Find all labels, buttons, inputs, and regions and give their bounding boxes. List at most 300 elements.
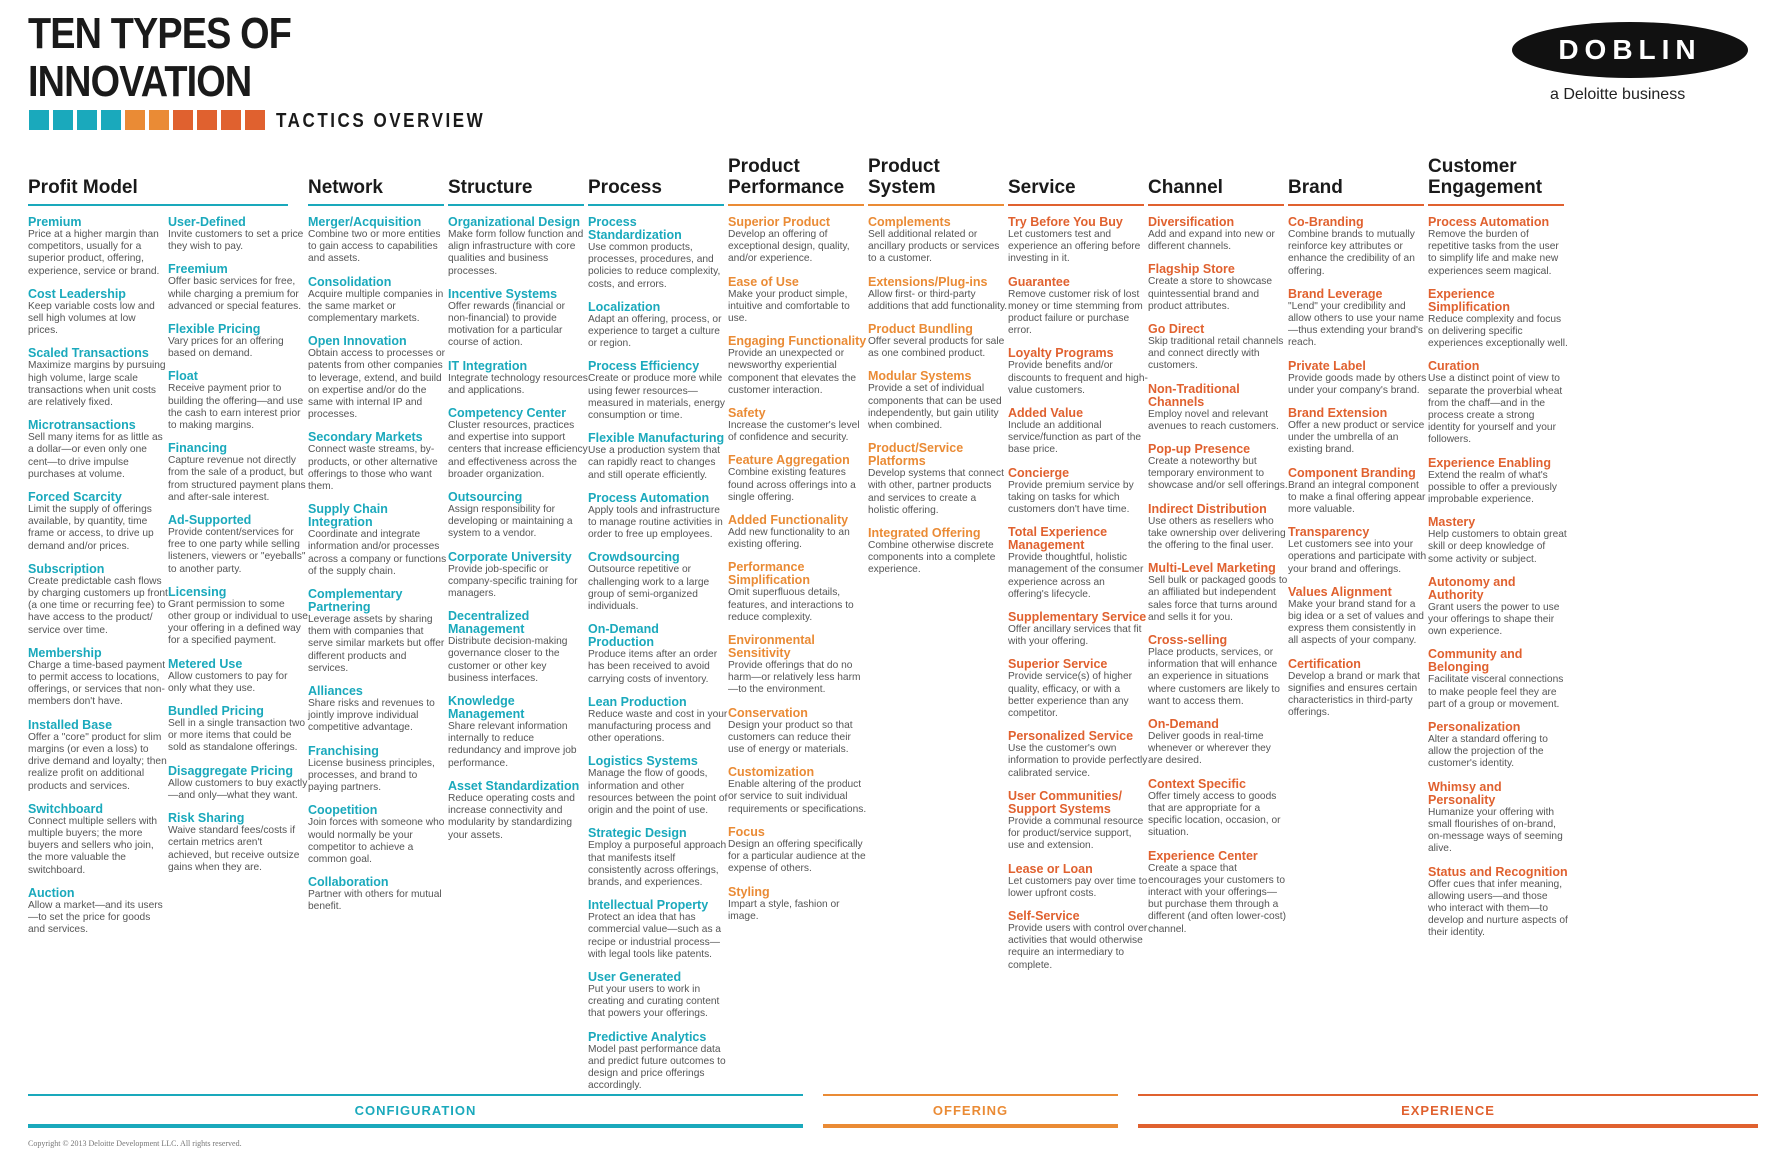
tactic-description: Employ novel and relevant avenues to reach customers.: [1148, 408, 1279, 432]
tactic-item: [28, 887, 168, 937]
tactic-name: Corporate University: [448, 549, 572, 564]
tactic-description: Coordinate and integrate information and/or processes across a company or functions of the supply chain.: [308, 529, 447, 577]
tactic-description: Offer a "core" product for slim margins (or even a loss) to drive demand and loyalty; then realize profit on additional products and services.: [28, 731, 167, 792]
tactic-item: [588, 899, 728, 961]
tactic-description: "Lend" your credibility and allow others to use your name—thus extending your brand's reach.: [1288, 300, 1424, 349]
column-heading: [1288, 150, 1428, 200]
tactic-description: Connect waste streams, by-products, or other alternative offerings to those who want them.: [308, 444, 438, 493]
tactic-item: [728, 561, 868, 624]
tactic-description: Create a space that encourages your customers to interact with your offerings—but purchase them through a different (and often lower-cost) channel.: [1148, 862, 1286, 935]
tactic-name: Cross-selling: [1148, 633, 1228, 648]
tactic-item: [1008, 910, 1148, 972]
tactic-description: Add and expand into new or different channels.: [1148, 229, 1275, 253]
tactic-item: [1008, 407, 1148, 457]
tactic-item: [1288, 407, 1428, 457]
tactic-name: Licensing: [168, 584, 227, 599]
tactic-name: Scaled Transactions: [28, 346, 149, 361]
column-customer-engagement: [1428, 150, 1568, 950]
tactic-item: [448, 610, 588, 685]
tactic-description: Combine existing features found across offerings into a single offering.: [728, 467, 856, 503]
tactic-name: Values Alignment: [1288, 584, 1392, 599]
tactic-name: Auction: [28, 885, 75, 900]
tactic-name: Predictive Analytics: [588, 1029, 707, 1044]
tactic-name: Customization: [728, 765, 815, 780]
tactic-name: User Communities/ Support Systems: [1008, 788, 1122, 816]
tactic-item: [1008, 526, 1148, 601]
tactic-name: Styling: [728, 884, 770, 899]
tactic-description: Use others as resellers who take ownership over delivering the offering to the final user.: [1148, 515, 1286, 552]
tactic-name: Mastery: [1428, 515, 1476, 530]
tactic-name: Loyalty Programs: [1008, 346, 1114, 361]
tactic-name: Lease or Loan: [1008, 861, 1093, 876]
tactic-name: Product Bundling: [868, 322, 973, 337]
tactic-description: Partner with others for mutual benefit.: [308, 889, 442, 913]
tactic-name: Open Innovation: [308, 334, 407, 349]
tactic-item: [1288, 658, 1428, 720]
tactic-description: Remove the burden of repetitive tasks from the user to simplify life and make new experiences seem magical.: [1428, 229, 1559, 277]
tactic-item: [1288, 586, 1428, 648]
tactic-name: Product/Service Platforms: [868, 441, 964, 469]
tactic-name: Context Specific: [1148, 776, 1246, 791]
tactic-item: [448, 695, 588, 770]
tactic-name: Flexible Pricing: [168, 322, 261, 337]
tactic-item: [28, 719, 168, 793]
tactic-description: Apply tools and infrastructure to manage routine activities in order to free up employees.: [588, 504, 723, 541]
tactic-item: [868, 527, 1008, 577]
column-heading: [868, 150, 1008, 200]
page-subtitle: TACTICS OVERVIEW: [276, 110, 486, 132]
column-product-system: [868, 150, 1008, 587]
column-profit-model-continued: [168, 150, 308, 884]
title-line-2: INNOVATION: [28, 57, 252, 106]
tactic-description: Maximize margins by pursuing high volume, large scale transactions when unit costs are relatively fixed.: [28, 360, 166, 409]
tactic-item: [588, 827, 728, 889]
tactic-description: Remove customer risk of lost money or time stemming from product failure or purchase error.: [1008, 288, 1143, 337]
tactic-name: Membership: [28, 645, 102, 660]
tactic-name: Freemium: [168, 262, 228, 277]
tactic-item: [1148, 383, 1288, 433]
tactic-item: [588, 623, 728, 686]
tactic-name: Supplementary Service: [1008, 610, 1147, 625]
tactic-item: [1288, 288, 1428, 350]
tactic-description: Deliver goods in real-time whenever or wherever they are desired.: [1148, 731, 1271, 767]
band-label: CONFIGURATION: [354, 1102, 477, 1118]
tactic-item: [1148, 718, 1288, 768]
tactic-description: Make form follow function and align infrastructure with core qualities and business processes.: [448, 229, 584, 277]
tactic-name: Complements: [868, 215, 951, 229]
column-rule: [868, 204, 1004, 206]
tactic-item: [588, 492, 728, 542]
tactic-item: [868, 323, 1008, 360]
column-process: [588, 150, 728, 1102]
tactic-name: Metered Use: [168, 656, 243, 671]
tactic-name: Added Value: [1008, 406, 1084, 421]
tactic-name: User Generated: [588, 969, 682, 984]
tactic-name: Co-Branding: [1288, 215, 1364, 229]
tactic-name: Logistics Systems: [588, 754, 698, 769]
tactic-description: Create a noteworthy but temporary environment to showcase and/or sell offerings.: [1148, 456, 1288, 492]
tactic-name: Process Automation: [1428, 215, 1550, 229]
tactic-description: Vary prices for an offering based on demand.: [168, 336, 284, 360]
tactic-description: Add new functionality to an existing offering.: [728, 527, 850, 551]
column-heading: [308, 150, 448, 200]
tactic-name: Multi-Level Marketing: [1148, 561, 1276, 576]
tactic-item: [1148, 562, 1288, 624]
tactic-name: Modular Systems: [868, 369, 972, 384]
tactic-item: [868, 216, 1008, 266]
tactic-description: Let customers see into your operations and participate with your brand and offerings.: [1288, 539, 1427, 575]
column-heading: [1008, 150, 1148, 200]
tactic-description: Combine two or more entities to gain access to capabilities and assets.: [308, 229, 441, 265]
column-profit-model: [28, 150, 168, 946]
tactic-description: Offer timely access to goods that are appropriate for a specific location, occasion, or situation.: [1148, 790, 1281, 839]
tactic-item: [308, 276, 448, 326]
tactic-description: Offer rewards (financial or non-financial) to provide motivation for a particular course of action.: [448, 300, 566, 349]
tactic-name: Forced Scarcity: [28, 490, 122, 505]
column-network: [308, 150, 448, 924]
tactic-item: [1428, 216, 1568, 278]
tactic-name: Complementary Partnering: [308, 587, 403, 615]
tactic-item: [1288, 360, 1428, 397]
column-heading-text: Service: [1008, 177, 1076, 198]
tactic-description: Provide an unexpected or newsworthy experiential component that elevates the customer interaction.: [728, 348, 856, 396]
tactic-item: [28, 803, 168, 877]
tactic-description: Design an offering specifically for a particular audience at the expense of others.: [728, 838, 866, 875]
tactic-item: [448, 288, 588, 350]
tactic-name: Experience Center: [1148, 848, 1258, 863]
tactic-item: [1148, 216, 1288, 253]
tactic-item: [1008, 611, 1148, 648]
tactic-name: Collaboration: [308, 875, 389, 890]
tactic-description: Provide job-specific or company-specific training for managers.: [448, 563, 578, 600]
tactic-name: Float: [168, 369, 198, 384]
column-rule: [1008, 204, 1144, 206]
tactic-name: On-Demand: [1148, 717, 1219, 732]
column-heading-text: Channel: [1148, 177, 1223, 198]
tactic-name: Certification: [1288, 656, 1361, 671]
tactic-item: [168, 765, 308, 802]
tactic-description: Share relevant information internally to reduce redundancy and improve job performance.: [448, 721, 577, 769]
tactic-item: [1148, 323, 1288, 373]
tactic-name: Decentralized Management: [448, 609, 530, 637]
tactic-name: Total Experience Management: [1008, 525, 1108, 553]
tactic-name: Crowdsourcing: [588, 550, 680, 565]
tactic-item: [308, 685, 448, 735]
tactic-item: [868, 370, 1008, 432]
column-heading-text: Network: [308, 177, 383, 198]
tactic-item: [1148, 443, 1288, 493]
tactic-item: [1428, 576, 1568, 639]
tactic-item: [308, 431, 448, 493]
color-swatch: [149, 110, 169, 130]
tactic-description: Capture revenue not directly from the sale of a product, but from structured payment plans and after-sale interest.: [168, 455, 306, 503]
tactic-item: [448, 216, 588, 278]
column-rule: [448, 204, 584, 206]
tactic-name: Guarantee: [1008, 274, 1070, 289]
tactic-description: Allow customers to buy exactly—and only—what they want.: [168, 777, 308, 801]
tactic-description: Connect multiple sellers with multiple buyers; the more buyers and sellers who join, the more valuable the switchboard.: [28, 815, 158, 876]
copyright: Copyright © 2013 Deloitte Development LLC. All rights reserved.: [28, 1139, 242, 1148]
column-heading-text: Profit Model: [28, 177, 138, 198]
tactic-item: [1008, 467, 1148, 517]
tactic-item: [1008, 863, 1148, 900]
tactic-description: Receive payment prior to building the offering—and use the cash to earn interest prior to making margins.: [168, 383, 304, 432]
color-swatch: [53, 110, 73, 130]
tactic-name: Microtransactions: [28, 418, 136, 433]
tactic-item: [1008, 347, 1148, 397]
logo-tagline: a Deloitte business: [1550, 86, 1686, 103]
tactic-description: Develop an offering of exceptional design, quality, and/or experience.: [728, 229, 850, 265]
tactic-name: Indirect Distribution: [1148, 501, 1267, 516]
tactic-description: Put your users to work in creating and curating content that powers your offerings.: [588, 983, 720, 1020]
tactic-item: [448, 551, 588, 601]
column-channel: [1148, 150, 1288, 946]
tactic-item: [728, 216, 868, 266]
tactic-description: Grant permission to some other group or individual to use your offering in a defined way for a specified payment.: [168, 598, 308, 647]
tactic-description: Use a production system that can rapidly react to changes and still operate efficiently.: [588, 445, 720, 481]
tactic-description: Provide goods made by others under your company's brand.: [1288, 372, 1427, 396]
tactic-name: Consolidation: [308, 274, 392, 289]
tactic-name: Coopetition: [308, 803, 378, 818]
column-heading: [588, 150, 728, 200]
tactic-item: [1288, 526, 1428, 576]
tactic-name: IT Integration: [448, 358, 528, 373]
tactic-item: [168, 705, 308, 755]
tactic-description: Facilitate visceral connections to make people feel they are part of a group or movement.: [1428, 674, 1564, 710]
tactic-item: [1148, 778, 1288, 840]
tactic-name: Ease of Use: [728, 274, 799, 289]
tactic-name: Risk Sharing: [168, 811, 245, 826]
tactic-description: Waive standard fees/costs if certain metrics aren't achieved, but receive outsize gains when they are.: [168, 825, 300, 873]
tactic-description: Share risks and revenues to jointly improve individual competitive advantage.: [308, 698, 435, 734]
tactic-name: Localization: [588, 299, 661, 314]
tactic-description: Provide benefits and/or discounts to frequent and high-value customers.: [1008, 360, 1148, 396]
tactic-item: [868, 442, 1008, 517]
tactic-name: Concierge: [1008, 465, 1070, 480]
title-line-1: TEN TYPES OF: [28, 9, 292, 58]
tactic-name: Component Branding: [1288, 465, 1416, 480]
tactic-description: Price at a higher margin than competitors, usually for a superior product, offering, experience, service or brand.: [28, 229, 160, 277]
tactic-name: Switchboard: [28, 801, 104, 816]
color-swatch: [77, 110, 97, 130]
tactic-description: Cluster resources, practices and expertise into support centers that increase efficiency and effectiveness across the broader organization.: [448, 420, 588, 480]
column-heading: [168, 150, 308, 200]
tactic-item: [728, 335, 868, 397]
tactic-item: [28, 288, 168, 338]
tactic-name: Engaging Functionality: [728, 334, 867, 349]
tactic-item: [448, 491, 588, 541]
tactic-item: [168, 514, 308, 576]
tactic-name: Non-Traditional Channels: [1148, 381, 1240, 409]
tactic-name: Community and Belonging: [1428, 647, 1523, 675]
tactic-name: Brand Leverage: [1288, 286, 1383, 301]
tactic-description: Offer basic services for free, while charging a premium for advanced or special features.: [168, 276, 302, 312]
tactic-item: [588, 971, 728, 1021]
tactic-name: Lean Production: [588, 694, 687, 709]
tactic-name: User-Defined: [168, 215, 246, 229]
tactic-description: Omit superfluous details, features, and interactions to reduce complexity.: [728, 587, 854, 623]
tactic-description: Sell additional related or ancillary products or services to a customer.: [868, 229, 1000, 265]
tactic-item: [1428, 360, 1568, 446]
tactic-item: [1008, 216, 1148, 266]
tactic-item: [728, 407, 868, 444]
tactic-description: Allow customers to pay for only what they use.: [168, 670, 288, 694]
tactic-description: Leverage assets by sharing them with companies that serve similar markets but offer different products and services.: [308, 614, 445, 674]
tactic-name: Environmental Sensitivity: [728, 633, 815, 661]
tactic-name: Merger/Acquisition: [308, 215, 422, 229]
tactic-name: Self-Service: [1008, 908, 1080, 923]
tactic-name: Personalization: [1428, 720, 1521, 735]
tactic-name: Strategic Design: [588, 826, 687, 841]
tactic-item: [728, 634, 868, 697]
tactic-item: [28, 216, 168, 278]
tactic-description: Employ a purposeful approach that manifests itself consistently across offerings, brands, and experiences.: [588, 840, 727, 888]
tactic-item: [308, 745, 448, 795]
color-swatch: [173, 110, 193, 130]
tactic-item: [448, 407, 588, 481]
tactic-description: Provide users with control over activities that would otherwise require an intermediary to complete.: [1008, 922, 1148, 971]
tactic-name: Try Before You Buy: [1008, 215, 1123, 229]
tactic-item: [308, 588, 448, 675]
tactic-name: Go Direct: [1148, 322, 1205, 337]
tactic-name: Outsourcing: [448, 490, 523, 505]
tactic-item: [168, 323, 308, 360]
tactic-name: Supply Chain Integration: [308, 502, 388, 530]
tactic-name: Experience Simplification: [1428, 286, 1510, 314]
tactic-description: Assign responsibility for developing or maintaining a system to a vendor.: [448, 504, 573, 540]
column-heading-text: Brand: [1288, 177, 1343, 198]
tactic-name: Conservation: [728, 705, 808, 720]
tactic-name: Process Standardization: [588, 215, 682, 242]
column-rule: [1428, 204, 1564, 206]
tactic-item: [588, 216, 728, 291]
tactic-item: [1008, 730, 1148, 780]
tactic-item: [308, 335, 448, 421]
tactic-description: Let customers test and experience an offering before investing in it.: [1008, 229, 1141, 265]
tactic-name: Integrated Offering: [868, 526, 981, 541]
tactic-item: [1008, 790, 1148, 853]
tactic-description: Manage the flow of goods, information and other resources between the point of origin and the point of use.: [588, 768, 728, 817]
color-swatch: [197, 110, 217, 130]
tactic-name: Competency Center: [448, 406, 567, 421]
tactic-description: Use a distinct point of view to separate the proverbial wheat from the chaff—and in the process create a strong identity for yourself and your followers.: [1428, 373, 1563, 446]
column-rule: [1288, 204, 1424, 206]
tactic-item: [728, 707, 868, 757]
tactic-name: Superior Service: [1008, 657, 1108, 672]
tactic-description: Sell many items for as little as a dollar—or even only one cent—to drive impulse purchases at volume.: [28, 432, 163, 480]
column-heading: [728, 150, 868, 200]
tactic-description: Enable altering of the product or service to suit individual requirements or specifications.: [728, 779, 867, 815]
column-heading-text: Process: [588, 177, 662, 198]
tactic-description: Offer several products for sale as one combined product.: [868, 336, 1005, 360]
tactic-name: Installed Base: [28, 717, 113, 732]
tactic-item: [168, 586, 308, 648]
tactic-item: [1428, 781, 1568, 856]
tactic-name: Curation: [1428, 359, 1480, 374]
tactic-item: [1428, 457, 1568, 507]
tactic-description: Design your product so that customers can reduce their use of energy or materials.: [728, 719, 853, 756]
tactic-description: Combine otherwise discrete components into a complete experience.: [868, 540, 996, 576]
tactic-name: Performance Simplification: [728, 560, 810, 588]
tactic-item: [1428, 288, 1568, 351]
tactic-name: Secondary Markets: [308, 430, 423, 445]
tactic-name: Knowledge Management: [448, 694, 525, 722]
tactic-description: License business principles, processes, and brand to paying partners.: [308, 757, 435, 794]
tactic-description: Invite customers to set a price they wish to pay.: [168, 229, 304, 253]
tactic-name: Experience Enabling: [1428, 455, 1551, 470]
column-heading: [448, 150, 588, 200]
tactic-description: Develop a brand or mark that signifies and ensures certain characteristics in third-party offerings.: [1288, 670, 1420, 719]
tactic-name: Disaggregate Pricing: [168, 763, 294, 778]
tactic-item: [1288, 467, 1428, 517]
tactic-name: Brand Extension: [1288, 406, 1388, 421]
tactic-item: [168, 658, 308, 695]
tactic-description: Humanize your offering with small flourishes of on-brand, on-message ways of seeming alive.: [1428, 806, 1563, 855]
tactic-description: Produce items after an order has been received to avoid carrying costs of inventory.: [588, 649, 718, 685]
tactic-description: Reduce waste and cost in your manufacturing process and other operations.: [588, 708, 728, 745]
tactic-description: Integrate technology resources and applications.: [448, 372, 588, 396]
tactic-description: Provide a communal resource for product/service support, use and extension.: [1008, 815, 1144, 852]
tactic-name: Superior Product: [728, 215, 831, 229]
tactic-name: Process Automation: [588, 490, 710, 505]
tactic-item: [1008, 658, 1148, 720]
tactic-description: Provide offerings that do no harm—or relatively less harm—to the environment.: [728, 660, 861, 696]
tactic-name: Intellectual Property: [588, 898, 709, 913]
tactic-name: Safety: [728, 406, 766, 421]
tactic-name: Ad-Supported: [168, 513, 252, 528]
tactic-description: Use common products, processes, procedures, and policies to reduce complexity, costs, and errors.: [588, 242, 721, 290]
tactic-item: [1148, 263, 1288, 313]
tactic-description: Make your brand stand for a big idea or a set of values and express them consistently in all aspects of your company.: [1288, 598, 1424, 647]
tactic-name: Added Functionality: [728, 513, 849, 528]
tactic-item: [28, 647, 168, 709]
tactic-description: Create predictable cash flows by charging customers up front (a one time or recurring fee) to have access to the product/ service over time.: [28, 575, 168, 636]
column-heading-text: Customer Engagement: [1428, 156, 1543, 198]
tactic-description: Provide premium service by taking on tasks for which customers don't have time.: [1008, 479, 1134, 516]
tactic-name: Diversification: [1148, 215, 1235, 229]
tactic-description: Provide a set of individual components that can be used independently, but gain utility when combined.: [868, 383, 1002, 432]
tactic-item: [728, 514, 868, 551]
tactic-description: Create a store to showcase quintessential brand and product attributes.: [1148, 276, 1273, 312]
tactic-description: Provide service(s) of higher quality, efficacy, or with a better experience than any competitor.: [1008, 671, 1132, 720]
tactic-item: [1148, 634, 1288, 708]
tactic-description: Sell in a single transaction two or more items that could be sold as standalone offerings.: [168, 718, 306, 754]
column-heading: [1428, 150, 1568, 200]
column-heading-text: Structure: [448, 177, 533, 198]
tactic-item: [588, 301, 728, 351]
tactic-description: Combine brands to mutually reinforce key attributes or enhance the credibility of an offering.: [1288, 229, 1415, 277]
tactic-item: [308, 804, 448, 866]
tactic-item: [1428, 721, 1568, 771]
tactic-name: Private Label: [1288, 358, 1366, 373]
tactic-item: [728, 886, 868, 923]
tactic-item: [168, 442, 308, 504]
tactic-item: [588, 360, 728, 422]
doblin-logo: DOBLIN: [1512, 22, 1748, 78]
tactic-description: Include an additional service/function as part of the base price.: [1008, 420, 1142, 456]
tactic-name: Flexible Manufacturing: [588, 431, 725, 446]
tactic-item: [868, 276, 1008, 313]
tactic-description: Allow a market—and its users—to set the price for goods and services.: [28, 899, 163, 936]
tactic-name: Asset Standardization: [448, 778, 580, 793]
tactic-name: On-Demand Production: [588, 622, 659, 650]
tactic-description: Offer a new product or service under the umbrella of an existing brand.: [1288, 420, 1425, 456]
tactic-description: Skip traditional retail channels and connect directly with customers.: [1148, 336, 1284, 372]
color-swatch: [221, 110, 241, 130]
tactic-item: [168, 370, 308, 432]
tactic-item: [28, 347, 168, 409]
tactic-description: Increase the customer's level of confidence and security.: [728, 420, 860, 444]
